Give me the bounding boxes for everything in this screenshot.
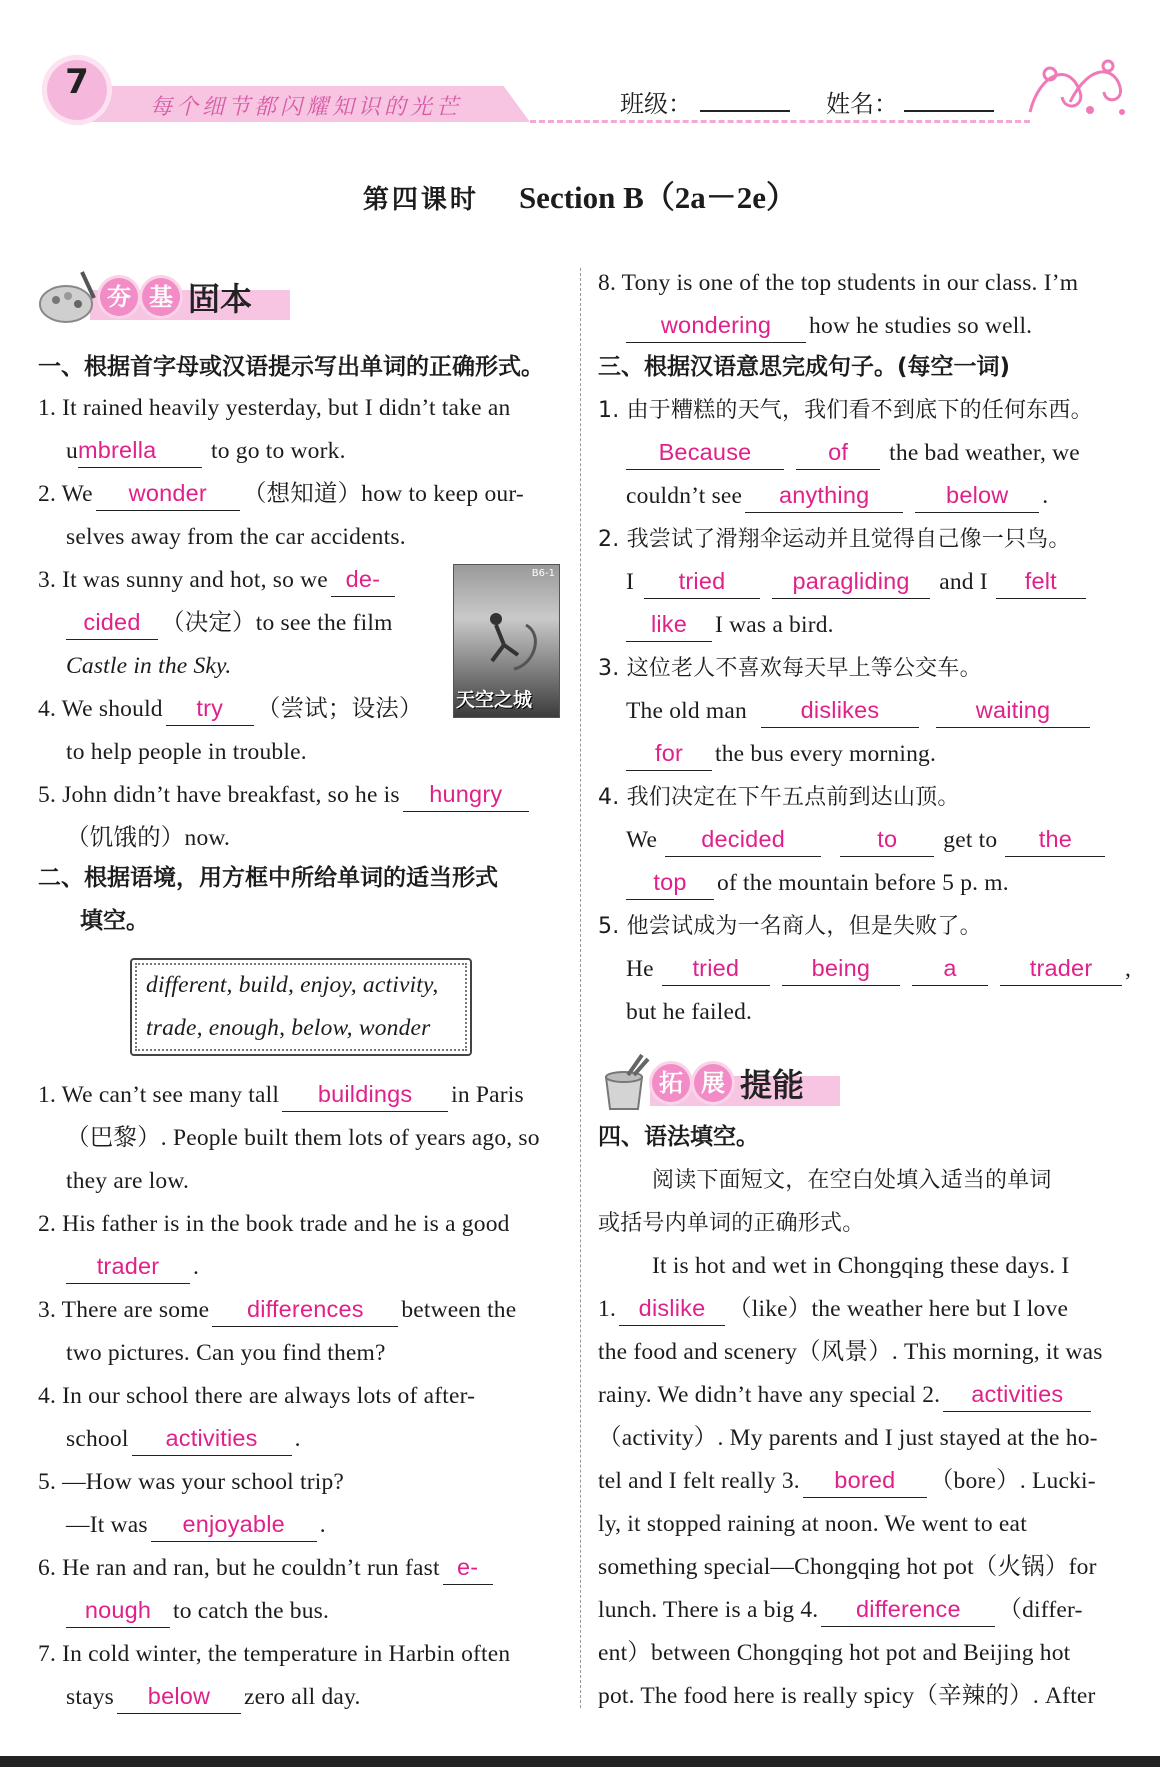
page-number: 7 <box>65 62 89 102</box>
p4-line11: pot. The food here is really spicy（辛辣的）. After <box>598 1683 1096 1709</box>
part3-heading: 三、根据汉语意思完成句子。(每空一词) <box>598 354 1011 380</box>
p3-s2-line1: I tried paragliding and I felt <box>626 561 1089 604</box>
answer-blank[interactable]: wonder <box>96 478 240 511</box>
p2-q2-line2: trader . <box>66 1246 199 1289</box>
word-box-line1: different, build, enjoy, activity, <box>146 972 439 998</box>
p4-line9: lunch. There is a big 4. difference （differ- <box>598 1589 1083 1632</box>
answer-blank[interactable]: for <box>626 738 712 771</box>
p2-q1-line3: they are low. <box>66 1168 190 1194</box>
name-blank[interactable] <box>904 110 994 112</box>
p2-q6-line1: 6. He ran and ran, but he couldn’t run fast e- <box>38 1547 496 1590</box>
paint-bucket-icon <box>598 1053 652 1113</box>
answer-blank[interactable]: below <box>915 480 1039 513</box>
p4-line7: ly, it stopped raining at noon. We went to eat <box>598 1511 1027 1537</box>
p4-line2: 1. dislike （like）the weather here but I love <box>598 1288 1068 1331</box>
p3-s2-cn: 2. 我尝试了滑翔伞运动并且觉得自己像一只鸟。 <box>598 527 1071 552</box>
poster-code: B6-1 <box>531 568 555 579</box>
film-poster-image <box>453 564 560 718</box>
answer-blank[interactable]: waiting <box>936 695 1090 728</box>
p3-s3-cn: 3. 这位老人不喜欢每天早上等公交车。 <box>598 656 982 681</box>
section-jichu-guben <box>38 268 298 326</box>
answer-blank[interactable]: being <box>782 953 900 986</box>
p1-q3-film: Castle in the Sky. <box>66 653 232 679</box>
answer-blank[interactable]: enjoyable <box>151 1509 317 1542</box>
answer-blank[interactable]: differences <box>212 1294 398 1327</box>
p1-q3-line1: 3. It was sunny and hot, so we de- <box>38 559 398 602</box>
p3-s4-cn: 4. 我们决定在下午五点前到达山顶。 <box>598 785 960 810</box>
answer-blank[interactable]: bored <box>803 1465 927 1498</box>
answer-blank[interactable]: dislikes <box>761 695 919 728</box>
p2-q8-line1: 8. Tony is one of the top students in our class. I’m <box>598 270 1079 296</box>
p1-q1-line2: umbrella to go to work. <box>66 430 346 473</box>
p4-line3: the food and scenery（风景）. This morning, it was <box>598 1339 1103 1365</box>
answer-blank[interactable]: cided <box>66 607 158 640</box>
p2-q4-line1: 4. In our school there are always lots of after- <box>38 1383 476 1409</box>
p4-intro1: 阅读下面短文，在空白处填入适当的单词 <box>652 1168 1052 1193</box>
answer-blank[interactable]: e- <box>443 1552 493 1585</box>
p3-s4-line1: We decided to get to the <box>626 819 1108 862</box>
p2-q3-line2: two pictures. Can you find them? <box>66 1340 386 1366</box>
badge-char-1: 夯 <box>100 278 138 316</box>
p3-s4-line2: top of the mountain before 5 p. m. <box>626 862 1009 905</box>
answer-blank[interactable]: below <box>117 1681 241 1714</box>
answer-blank[interactable]: activities <box>132 1423 292 1456</box>
p2-q7-line2: stays below zero all day. <box>66 1676 361 1719</box>
page-header <box>0 0 1160 130</box>
badge-char-2: 基 <box>142 278 180 316</box>
p1-q1-line1: 1. It rained heavily yesterday, but I didn’t take an <box>38 395 511 421</box>
answer-blank[interactable]: paragliding <box>772 566 930 599</box>
lesson-title <box>0 172 1160 217</box>
name-label: 姓名： <box>826 90 898 118</box>
p2-q1-line1: 1. We can’t see many tall buildings in Paris <box>38 1074 524 1117</box>
p2-q5-line2: —It was enjoyable . <box>66 1504 326 1547</box>
p1-q4-line2: to help people in trouble. <box>66 739 307 765</box>
answer-blank[interactable]: of <box>796 437 880 470</box>
p2-q3-line1: 3. There are some differences between the <box>38 1289 516 1332</box>
p4-line1: It is hot and wet in Chongqing these days. I <box>652 1253 1070 1279</box>
p3-s1-cn: 1. 由于糟糕的天气，我们看不到底下的任何东西。 <box>598 398 1093 423</box>
answer-blank[interactable]: to <box>840 824 934 857</box>
p2-q7-line1: 7. In cold winter, the temperature in Harbin often <box>38 1641 511 1667</box>
floral-ornament-icon <box>1020 52 1130 124</box>
answer-blank[interactable]: activities <box>943 1379 1091 1412</box>
p3-s5-line1: He tried being a trader , <box>626 948 1131 991</box>
section-title: 提能 <box>740 1066 805 1104</box>
answer-blank[interactable]: tried <box>662 953 770 986</box>
p2-q2-line1: 2. His father is in the book trade and he is a good <box>38 1211 510 1237</box>
answer-blank[interactable]: nough <box>66 1595 170 1628</box>
answer-blank[interactable]: like <box>626 609 712 642</box>
answer-blank[interactable]: tried <box>644 566 760 599</box>
answer-blank[interactable]: try <box>166 693 254 726</box>
p3-s3-line2: for the bus every morning. <box>626 733 936 776</box>
column-divider <box>580 268 581 1708</box>
word-box-line2: trade, enough, below, wonder <box>146 1015 431 1041</box>
p2-q8-line2: wondering how he studies so well. <box>626 305 1032 348</box>
page-bottom-edge <box>0 1756 1160 1767</box>
class-blank[interactable] <box>700 110 790 112</box>
answer-blank[interactable]: Because <box>626 437 784 470</box>
p1-q2-line1: 2. We wonder （想知道）how to keep our- <box>38 473 524 516</box>
p3-s1-line2: couldn’t see anything below . <box>626 475 1048 518</box>
p2-q4-line2: school activities . <box>66 1418 301 1461</box>
answer-blank[interactable]: the <box>1005 824 1105 857</box>
lesson-label: 第四课时 <box>362 185 479 215</box>
part4-heading: 四、语法填空。 <box>598 1124 759 1150</box>
answer-blank[interactable]: top <box>626 867 714 900</box>
answer-blank[interactable]: decided <box>665 824 821 857</box>
answer-blank[interactable]: trader <box>1000 953 1122 986</box>
word-box <box>130 958 472 1056</box>
p2-q1-line2: （巴黎）. People built them lots of years ago, so <box>66 1125 540 1151</box>
p4-line10: ent）between Chongqing hot pot and Beijing hot <box>598 1640 1071 1666</box>
p3-s3-line1: The old man dislikes waiting <box>626 690 1093 733</box>
answer-blank[interactable]: buildings <box>282 1079 448 1112</box>
p4-line5: （activity）. My parents and I just stayed at the ho- <box>598 1425 1098 1451</box>
p3-s1-line1: Because of the bad weather, we <box>626 432 1080 475</box>
p4-intro2: 或括号内单词的正确形式。 <box>598 1211 865 1236</box>
p2-q5-line1: 5. —How was your school trip? <box>38 1469 345 1495</box>
answer-blank[interactable]: a <box>912 953 988 986</box>
header-slogan: 每个细节都闪耀知识的光芒 <box>150 95 463 120</box>
answer-blank[interactable]: trader <box>66 1251 190 1284</box>
part2-heading-cont: 填空。 <box>80 908 149 934</box>
answer-blank[interactable]: hungry <box>403 779 529 812</box>
p1-q5-line1: 5. John didn’t have breakfast, so he is hungry <box>38 774 532 817</box>
part1-heading: 一、根据首字母或汉语提示写出单词的正确形式。 <box>38 354 544 380</box>
section-title: 固本 <box>188 280 253 318</box>
p1-q2-line2: selves away from the car accidents. <box>66 524 406 550</box>
p3-s5-line2: but he failed. <box>626 999 753 1025</box>
p3-s5-cn: 5. 他尝试成为一名商人，但是失败了。 <box>598 914 982 939</box>
answer-blank[interactable]: felt <box>996 566 1086 599</box>
answer-blank[interactable]: wondering <box>626 310 806 343</box>
p1-q3-line2: cided （决定）to see the film <box>66 602 393 645</box>
class-label: 班级： <box>620 90 692 118</box>
p2-q6-line2: nough to catch the bus. <box>66 1590 329 1633</box>
part2-heading: 二、根据语境，用方框中所给单词的适当形式 <box>38 865 498 891</box>
section-tuozhan-tineng <box>598 1054 858 1112</box>
flying-figure-icon <box>474 605 544 675</box>
answer-blank[interactable]: de- <box>331 564 395 597</box>
p1-q5-line2: （饥饿的）now. <box>66 825 231 851</box>
badge-char-1: 拓 <box>652 1064 690 1102</box>
p3-s2-line2: like I was a bird. <box>626 604 834 647</box>
palette-icon <box>38 268 100 326</box>
p4-line8: something special—Chongqing hot pot（火锅）for <box>598 1554 1097 1580</box>
answer-blank[interactable]: dislike <box>619 1293 725 1326</box>
answer-blank[interactable]: mbrella <box>78 435 202 468</box>
badge-char-2: 展 <box>694 1064 732 1102</box>
p4-line4: rainy. We didn’t have any special 2. activities <box>598 1374 1094 1417</box>
poster-title: 天空之城 <box>456 689 533 711</box>
p4-line6: tel and I felt really 3. bored （bore）. Lucki- <box>598 1460 1096 1503</box>
answer-blank[interactable]: difference <box>821 1594 995 1627</box>
p1-q4-line1: 4. We should try （尝试；设法） <box>38 688 423 731</box>
header-dashed-line <box>530 120 1030 123</box>
answer-blank[interactable]: anything <box>745 480 903 513</box>
section-label: Section B（2a－2e） <box>518 180 798 215</box>
